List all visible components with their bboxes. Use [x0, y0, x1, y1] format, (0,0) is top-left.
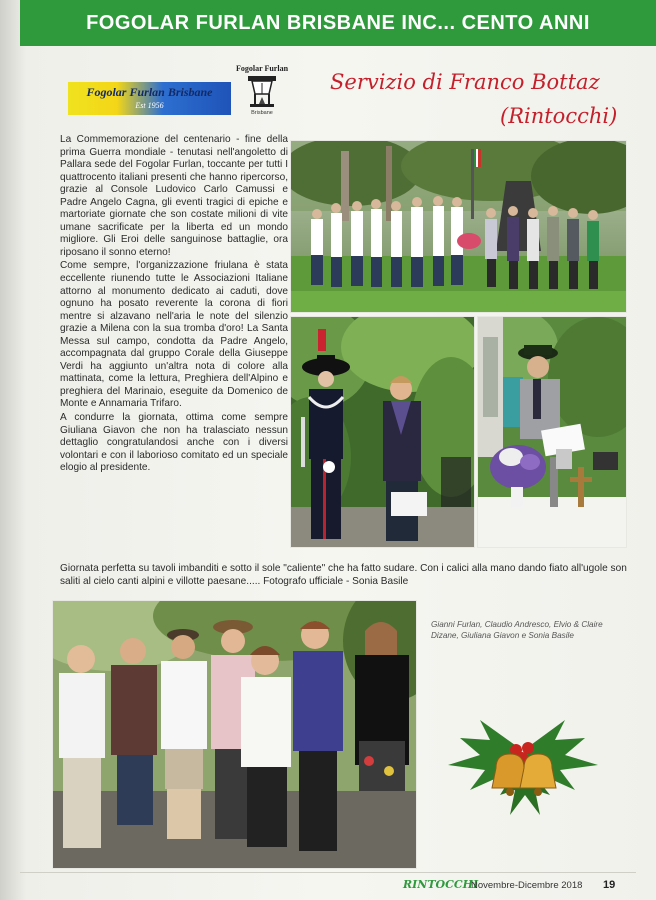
carabiniere-image: [291, 317, 474, 547]
memorial-ceremony-image: [291, 141, 626, 312]
photo-speaker: [477, 316, 627, 548]
fogolar-crest: [232, 64, 292, 120]
logo-name: Fogolar Furlan Brisbane: [86, 85, 213, 99]
article-paragraph: Come sempre, l'organizzazione friulana è stata eccellente riunendo tutte le Associazioni Italiane attorno al monumento dedicato ai caduti, dove ognuno ha posato reverente la corona di fiori mentre si alzavano nell'aria le note del silenzio grazie a Milena con la sua tromba d'oro! La Santa Messa sul campo, condotta da Padre Angelo, accompagnata dal gruppo Corale della Giuseppe Verdi ha aggiunto un'altra nota di colore alla mattinata, come la lettura, Preghiera dell'Alpino e preghiera del Marinaio, eseguite da Domenico de Monte e Annamaria Trifaro.: [60, 260, 288, 410]
footer-divider: [20, 872, 636, 873]
photo-group: [52, 600, 417, 869]
article-paragraph: A condurre la giornata, ottima come sempre Giuliana Giavon che non ha tralasciato nessun dettaglio congratulandosi anche con i diversi volontari e con il laborioso comitato ed un speciale elogio al presidente.: [60, 412, 288, 474]
group-image: [53, 601, 416, 868]
article-closing: Giornata perfetta su tavoli imbanditi e sotto il sole "caliente" che ha fatto sudare. Con i calici alla mano dando fiato all'ugole son saliti al cielo canti alpini e villotte paesane..... Fotografo ufficiale - Sonia Basile: [60, 563, 627, 587]
crest-bottom-text: Brisbane: [251, 110, 273, 116]
christmas-holly-icon: [440, 710, 605, 820]
banner-title: FOGOLAR FURLAN BRISBANE INC... CENTO ANNI: [86, 12, 590, 34]
article-paragraph: La Commemorazione del centenario - fine della prima Guerra mondiale - tenutasi nell'angoletto di Pallara sede del Fogolar Furlan, toccante per tutti I quattrocento italiani presenti che hanno ripercorso, grazie al Console Ludovico Carlo Camussi e Padre Angelo Cagna, gli eventi tragici di epiche e martoriate giornate che son costate milioni di vite umane sacrificate per la liberta ed un mondo migliore. Gli Eroi delle sanguinose battaglie, ora riposano il sonno eterno!: [60, 134, 288, 258]
byline-author: Servizio di Franco Bottaz: [330, 70, 600, 94]
fireplace-icon: [246, 74, 278, 108]
article-body: [60, 134, 288, 476]
logo-established: Est 1956: [135, 101, 164, 110]
photo-carabiniere: [290, 316, 475, 548]
footer-magazine-name: RINTOCCHI: [403, 878, 479, 891]
photo-caption: Gianni Furlan, Claudio Andresco, Elvio & Claire Dizane, Giuliana Giavon e Sonia Basile: [431, 620, 603, 640]
photo-memorial-ceremony: [290, 140, 627, 313]
byline-source: (Rintocchi): [500, 104, 618, 128]
page-number: 19: [603, 879, 616, 891]
speaker-image: [478, 317, 626, 547]
footer-issue-date: Novembre-Dicembre 2018: [471, 880, 583, 891]
fogolar-logo: [68, 82, 231, 115]
page-banner: [20, 0, 656, 46]
crest-top-text: Fogolar Furlan: [235, 64, 289, 73]
